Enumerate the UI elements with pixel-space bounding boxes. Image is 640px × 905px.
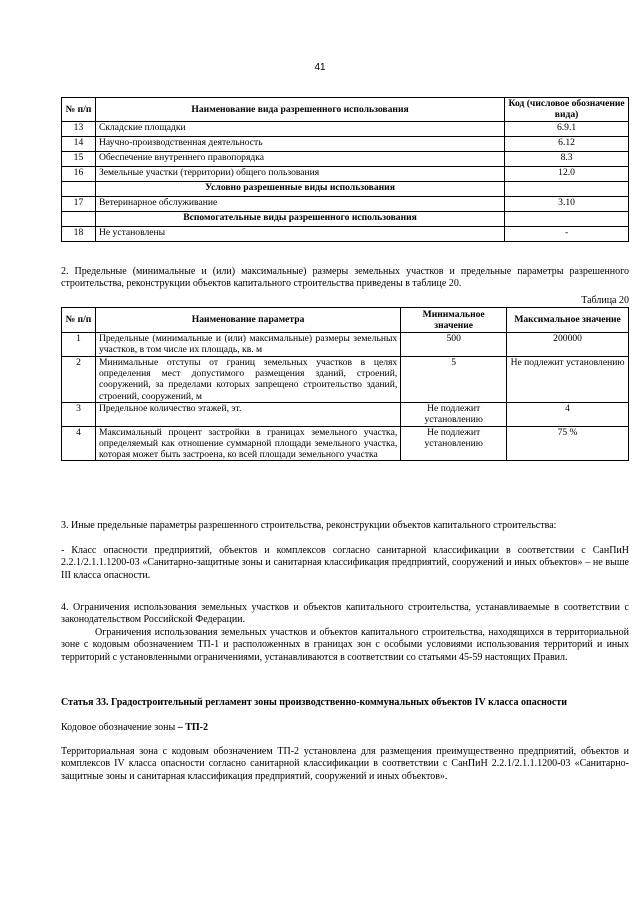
row-parameter: Минимальные отступы от границ земельных участков в целях определения мест допустимого размещения зданий, строений, сооружений, за пределами которых запрещено строительство зданий, строений, сооружений, м	[95, 356, 400, 402]
row-max: Не подлежит установлению	[507, 356, 629, 402]
table-caption: Таблица 20	[581, 295, 629, 306]
row-number: 16	[62, 166, 96, 181]
table-row	[62, 356, 629, 402]
table-row	[62, 402, 629, 426]
table-row	[62, 426, 629, 461]
col-code-header: Код (числовое обозначение вида)	[505, 98, 629, 122]
row-name: Не установлены	[95, 226, 504, 241]
section-row	[62, 181, 629, 196]
row-parameter: Предельное количество этажей, эт.	[95, 402, 400, 426]
col-max-header: Максимальное значение	[507, 308, 629, 333]
table-row	[62, 226, 629, 241]
row-name: Обеспечение внутреннего правопорядка	[95, 151, 504, 166]
row-number: 13	[62, 121, 96, 136]
row-name: Складские площадки	[95, 121, 504, 136]
row-max: 200000	[507, 333, 629, 357]
paragraph-5: Территориальная зона с кодовым обозначением ТП-2 установлена для размещения преимущественно предприятий, объектов и комплексов IV класса опасности согласно санитарной классификации в соответствии с СанПиН 2.2.1/2.1.1.1200-03 «Санитарно-защитные зоны и санитарная классификация предприятий, сооружений и иных объектов».	[61, 746, 629, 782]
col-use-type-header: Наименование вида разрешенного использования	[95, 98, 504, 122]
row-parameter: Предельные (минимальные и (или) максимальные) размеры земельных участков, в том числе их площадь, кв. м	[95, 333, 400, 357]
article-title: Статья 33. Градостроительный регламент зоны производственно-коммунальных объектов IV класса опасности	[61, 697, 568, 708]
row-name: Научно-производственная деятельность	[95, 136, 504, 151]
row-code: 8.3	[505, 151, 629, 166]
table-row	[62, 121, 629, 136]
row-max: 4	[507, 402, 629, 426]
section-auxiliary-uses: Вспомогательные виды разрешенного использования	[95, 211, 504, 226]
row-min: Не подлежит установлению	[401, 402, 507, 426]
paragraph-3: 3. Иные предельные параметры разрешенного строительства, реконструкции объектов капитального строительства:	[61, 520, 557, 531]
table-header-row	[62, 308, 629, 333]
row-code: 3.10	[505, 196, 629, 211]
row-code: -	[505, 226, 629, 241]
col-parameter-header: Наименование параметра	[95, 308, 400, 333]
col-number-header: № п/п	[62, 98, 96, 122]
row-name: Земельные участки (территории) общего пользования	[95, 166, 504, 181]
page-number: 41	[314, 62, 326, 73]
row-code: 12.0	[505, 166, 629, 181]
table-row	[62, 136, 629, 151]
table-row	[62, 333, 629, 357]
row-number: 18	[62, 226, 96, 241]
paragraph-4: 4. Ограничения использования земельных участков и объектов капитального строительства, устанавливаемые в соответствии с законодательством Российской Федерации.	[61, 602, 629, 626]
row-code: 6.12	[505, 136, 629, 151]
table-row	[62, 151, 629, 166]
section-row	[62, 211, 629, 226]
land-use-table	[61, 97, 629, 242]
paragraph-2: 2. Предельные (минимальные и (или) максимальные) размеры земельных участков и предельные параметры разрешенного строительства, реконструкции объектов капитального строительства приведены в таблице 20.	[61, 266, 629, 290]
row-number: 4	[62, 426, 96, 461]
row-number: 3	[62, 402, 96, 426]
row-number: 1	[62, 333, 96, 357]
row-number: 2	[62, 356, 96, 402]
table-row	[62, 166, 629, 181]
table-row	[62, 196, 629, 211]
section-conditional-uses: Условно разрешенные виды использования	[95, 181, 504, 196]
row-max: 75 %	[507, 426, 629, 461]
paragraph-4-restrictions: Ограничения использования земельных участков и объектов капитального строительства, находящихся в территориальной зоне с кодовым обозначением ТП-1 и расположенных в границах зон с особыми условиями использования территорий и иных территорий с установленными ограничениями, устанавливаются в соответствии со статьями 45-59 настоящих Правил.	[61, 627, 629, 663]
row-number: 14	[62, 136, 96, 151]
row-min: Не подлежит установлению	[401, 426, 507, 461]
row-number: 15	[62, 151, 96, 166]
table-header-row	[62, 98, 629, 122]
parameters-table	[61, 307, 629, 461]
zone-code-value: – ТП-2	[177, 722, 208, 733]
row-min: 5	[401, 356, 507, 402]
zone-code-label: Кодовое обозначение зоны	[61, 722, 176, 733]
row-number: 17	[62, 196, 96, 211]
col-min-header: Минимальное значение	[401, 308, 507, 333]
paragraph-3-hazard-class: - Класс опасности предприятий, объектов и комплексов согласно санитарной классификации в соответствии с СанПиН 2.2.1/2.1.1.1200-03 «Санитарно-защитные зоны и санитарная классификация предприятий, сооружений и иных объектов» – не выше III класса опасности.	[61, 545, 629, 581]
row-code: 6.9.1	[505, 121, 629, 136]
col-number-header: № п/п	[62, 308, 96, 333]
zone-code-line	[61, 722, 629, 734]
row-name: Ветеринарное обслуживание	[95, 196, 504, 211]
row-min: 500	[401, 333, 507, 357]
row-parameter: Максимальный процент застройки в границах земельного участка, определяемый как отношение суммарной площади земельного участка, которая может быть застроена, ко всей площади земельного участка	[95, 426, 400, 461]
